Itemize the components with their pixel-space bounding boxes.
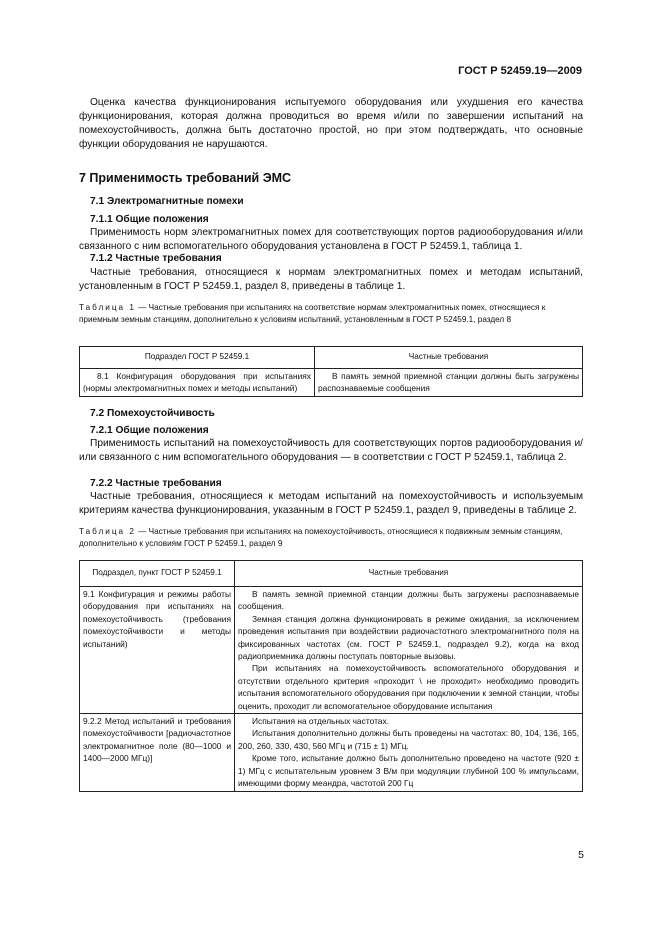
table-1-row-section: 8.1 Конфигурация оборудования при испытаниях (нормы электромагнитных помех и методы испытаний) <box>80 369 315 397</box>
table-2-row-1-requirements: В память земной приемной станции должны быть загружены распознаваемые сообщения. Земная станция должна функционировать в режиме ожидания, за исключением проведения испытания при воздействии радиочастотного электромагнитного поля на фиксированных частотах (см. ГОСТ Р 52459.1, подраздел 9.2), когда на вход радиоприемника должны поступать повторные вызовы. При испытаниях на помехоустойчивость вспомогательного оборудования и отсутствии отдельного критерия «проходит \ не проходит» необходимо проводить испытания вспомогательного оборудования при подключении к земной станции, чтобы оценить, проходит ли вспомогательное оборудование испытания <box>235 587 583 714</box>
table-1 <box>79 346 583 397</box>
table-2 <box>79 560 583 792</box>
table-row <box>80 369 583 397</box>
table-2-caption-text: — Частные требования при испытаниях на помехоустойчивость, относящиеся к подвижным земным станциям, дополнительно к условиям ГОСТ Р 52459.1, раздел 9 <box>79 527 563 548</box>
section-7-1-1-text: Применимость норм электромагнитных помех для соответствующих портов радиооборудования и/или связанного с ним вспомогательного оборудования установлена в ГОСТ Р 52459.1, таблица 1. <box>79 227 583 252</box>
table-1-header-section: Подраздел ГОСТ Р 52459.1 <box>80 347 315 369</box>
table-row <box>80 587 583 714</box>
table-1-label: Таблица 1 <box>79 303 136 312</box>
document-code: ГОСТ Р 52459.19—2009 <box>458 65 582 77</box>
section-7-2-2-text: Частные требования, относящиеся к методам испытаний на помехоустойчивость и используемым критериям качества функционирования, указанным в ГОСТ Р 52459.1, раздел 9, приведены в таблице 2. <box>79 491 583 516</box>
table-2-header-section: Подраздел, пункт ГОСТ Р 52459.1 <box>80 561 235 587</box>
section-7-1-2-text: Частные требования, относящиеся к нормам электромагнитных помех и методам испытаний, установленным в ГОСТ Р 52459.1, раздел 8, приведены в таблице 1. <box>79 267 583 292</box>
section-7-2-1-title: 7.2.1 Общие положения <box>90 425 209 436</box>
table-2-row-1-section: 9.1 Конфигурация и режимы работы оборудования при испытаниях на помехоустойчивость (требования помехоустойчивости и методы испытаний) <box>80 587 235 714</box>
table-2-caption <box>79 526 583 550</box>
section-7-1-2-title: 7.1.2 Частные требования <box>90 253 222 264</box>
table-1-caption <box>79 302 583 326</box>
section-7-1-1-title: 7.1.1 Общие положения <box>90 214 209 225</box>
table-2-row-2-requirements: Испытания на отдельных частотах. Испытания дополнительно должны быть проведены на частотах: 80, 104, 136, 165, 200, 260, 330, 430, 560 МГц и (715 ± 1) МГц. Кроме того, испытание должно быть дополнительно проведено на частоте (920 ± 1) МГц с испытательным уровнем 3 В/м при модуляции глубиной 100 % импульсами, имеющими форму меандра, частотой 200 Гц <box>235 714 583 791</box>
section-7-2-title: 7.2 Помехоустойчивость <box>90 408 215 419</box>
table-1-row-requirement: В память земной приемной станции должны быть загружены распознаваемые сообщения <box>315 369 583 397</box>
section-7-2-1-text: Применимость испытаний на помехоустойчивость для соответствующих портов радиооборудования и/или связанного с ним вспомогательного оборудования — в соответствии с ГОСТ Р 52459.1, таблица 2. <box>79 438 583 463</box>
table-1-header-requirements: Частные требования <box>315 347 583 369</box>
page-number: 5 <box>578 849 584 861</box>
section-7-1-title: 7.1 Электромагнитные помехи <box>90 196 244 207</box>
intro-paragraph: Оценка качества функционирования испытуемого оборудования или ухудшения его качества функционирования, которая должна проводиться во время и/или по завершении испытаний на помехоустойчивость, должна быть достаточно простой, но при этом подтверждать, что основные функции оборудования не нарушаются. <box>79 97 583 150</box>
table-1-caption-text: — Частные требования при испытаниях на соответствие нормам электромагнитных помех, относящиеся к приемным земным станциям, дополнительно к условиям испытаний, установленным в ГОСТ Р 52459.1, раздел 8 <box>79 303 546 324</box>
table-2-header-requirements: Частные требования <box>235 561 583 587</box>
table-2-label: Таблица 2 <box>79 527 136 536</box>
table-row <box>80 714 583 791</box>
section-7-title: 7 Применимость требований ЭМС <box>79 171 292 185</box>
table-2-row-2-section: 9.2.2 Метод испытаний и требования помехоустойчивости [радиочастотное электромагнитное поле (80—1000 и 1400—2000 МГц)] <box>80 714 235 791</box>
section-7-2-2-title: 7.2.2 Частные требования <box>90 478 222 489</box>
